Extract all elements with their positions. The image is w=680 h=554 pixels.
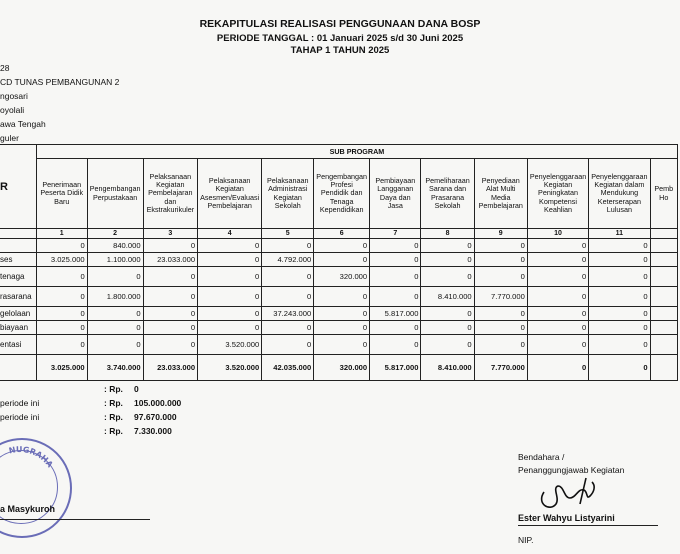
total-cell: 42.035.000 xyxy=(262,355,314,381)
left-signature-line xyxy=(0,519,150,520)
value-cell xyxy=(650,335,677,355)
signer-role-1: Bendahara / xyxy=(518,452,565,462)
column-header: Pengembangan Profesi Pendidik dan Tenaga Kependidikan xyxy=(314,159,370,229)
value-cell: 1.100.000 xyxy=(87,253,143,267)
table-row xyxy=(0,267,678,287)
summary-value: 0 xyxy=(134,384,139,394)
value-cell: 0 xyxy=(589,287,650,307)
total-cell: 5.817.000 xyxy=(370,355,421,381)
value-cell: 0 xyxy=(314,335,370,355)
value-cell: 0 xyxy=(421,335,474,355)
value-cell: 0 xyxy=(314,307,370,321)
value-cell xyxy=(650,267,677,287)
value-cell: 0 xyxy=(262,321,314,335)
value-cell: 0 xyxy=(262,267,314,287)
column-number: 4 xyxy=(198,229,262,239)
column-number: 6 xyxy=(314,229,370,239)
signer-name: Ester Wahyu Listyarini xyxy=(518,513,615,523)
column-number: 8 xyxy=(421,229,474,239)
total-cell xyxy=(650,355,677,381)
value-cell: 0 xyxy=(36,321,87,335)
column-header: Pengembangan Perpustakaan xyxy=(87,159,143,229)
value-cell: 0 xyxy=(198,287,262,307)
value-cell: 0 xyxy=(370,287,421,307)
row-label: biayaan xyxy=(0,321,36,335)
value-cell: 0 xyxy=(421,253,474,267)
value-cell xyxy=(650,287,677,307)
value-cell: 0 xyxy=(143,267,198,287)
table-row xyxy=(0,287,678,307)
value-cell: 3.025.000 xyxy=(36,253,87,267)
value-cell: 0 xyxy=(589,321,650,335)
value-cell: 0 xyxy=(527,307,588,321)
value-cell: 0 xyxy=(527,267,588,287)
value-cell: 320.000 xyxy=(314,267,370,287)
value-cell: 0 xyxy=(527,253,588,267)
value-cell: 1.800.000 xyxy=(87,287,143,307)
column-number: 9 xyxy=(474,229,527,239)
total-cell: 3.520.000 xyxy=(198,355,262,381)
table-row xyxy=(0,239,678,253)
row-label: tenaga xyxy=(0,267,36,287)
value-cell: 0 xyxy=(314,321,370,335)
table-row xyxy=(0,321,678,335)
value-cell: 0 xyxy=(474,267,527,287)
summary-label: periode ini xyxy=(0,398,40,408)
summary-value: 105.000.000 xyxy=(134,398,182,408)
summary-prefix: : Rp. xyxy=(104,384,123,394)
seal-text: NUGRAHA xyxy=(7,444,55,470)
value-cell: 0 xyxy=(370,321,421,335)
value-cell: 4.792.000 xyxy=(262,253,314,267)
column-number: 2 xyxy=(87,229,143,239)
value-cell: 0 xyxy=(198,253,262,267)
value-cell: 840.000 xyxy=(87,239,143,253)
value-cell: 0 xyxy=(474,321,527,335)
value-cell xyxy=(650,253,677,267)
value-cell: 0 xyxy=(198,239,262,253)
value-cell: 0 xyxy=(421,321,474,335)
column-header: Pemb Ho xyxy=(650,159,677,229)
column-number: 11 xyxy=(589,229,650,239)
summary-value: 97.670.000 xyxy=(134,412,177,422)
value-cell: 0 xyxy=(36,239,87,253)
table-row xyxy=(0,253,678,267)
summary-value: 7.330.000 xyxy=(134,426,172,436)
column-number: 7 xyxy=(370,229,421,239)
value-cell: 0 xyxy=(314,239,370,253)
row-label: rasarana xyxy=(0,287,36,307)
value-cell: 0 xyxy=(143,307,198,321)
value-cell: 5.817.000 xyxy=(370,307,421,321)
value-cell: 0 xyxy=(370,335,421,355)
column-number: 3 xyxy=(143,229,198,239)
value-cell: 0 xyxy=(527,335,588,355)
total-label xyxy=(0,355,36,381)
row-label xyxy=(0,239,36,253)
summary-label: periode ini xyxy=(0,412,40,422)
index-cell xyxy=(0,229,36,239)
value-cell: 0 xyxy=(36,335,87,355)
table-row xyxy=(0,335,678,355)
value-cell: 0 xyxy=(198,321,262,335)
info-line: CD TUNAS PEMBANGUNAN 2 xyxy=(0,77,120,87)
total-cell: 320.000 xyxy=(314,355,370,381)
column-header: Pelaksanaan Kegiatan Pembelajaran dan Ekstrakurikuler xyxy=(143,159,198,229)
left-signer-name: a Masykuroh xyxy=(0,504,56,514)
summary-prefix: : Rp. xyxy=(104,412,123,422)
column-number: 5 xyxy=(262,229,314,239)
value-cell: 0 xyxy=(474,307,527,321)
value-cell: 0 xyxy=(143,335,198,355)
signer-nip: NIP. xyxy=(518,535,534,545)
left-header: R xyxy=(0,145,36,229)
report-stage: TAHAP 1 TAHUN 2025 xyxy=(290,45,390,56)
info-line: awa Tengah xyxy=(0,119,46,129)
total-cell: 7.770.000 xyxy=(474,355,527,381)
report-period: PERIODE TANGGAL : 01 Januari 2025 s/d 30 Juni 2025 xyxy=(216,33,464,44)
value-cell: 8.410.000 xyxy=(421,287,474,307)
summary-prefix: : Rp. xyxy=(104,426,123,436)
value-cell: 0 xyxy=(474,239,527,253)
info-line: 28 xyxy=(0,63,10,73)
value-cell: 0 xyxy=(87,335,143,355)
column-number: 1 xyxy=(36,229,87,239)
value-cell: 0 xyxy=(527,287,588,307)
total-cell: 3.740.000 xyxy=(87,355,143,381)
value-cell: 7.770.000 xyxy=(474,287,527,307)
value-cell: 0 xyxy=(474,335,527,355)
value-cell: 0 xyxy=(370,267,421,287)
value-cell: 0 xyxy=(262,335,314,355)
value-cell: 0 xyxy=(143,239,198,253)
column-header: Penyelenggaraan Kegiatan dalam Mendukung Keterserapan Lulusan xyxy=(589,159,650,229)
summary-prefix: : Rp. xyxy=(104,398,123,408)
value-cell: 0 xyxy=(314,253,370,267)
realization-table xyxy=(0,144,678,381)
school-seal xyxy=(0,438,72,538)
column-header: Pembiayaan Langganan Daya dan Jasa xyxy=(370,159,421,229)
value-cell: 0 xyxy=(474,253,527,267)
value-cell: 0 xyxy=(198,307,262,321)
column-header: Pelaksanaan Kegiatan Asesmen/Evaluasi Pembelajaran xyxy=(198,159,262,229)
column-number xyxy=(650,229,677,239)
value-cell: 0 xyxy=(262,287,314,307)
value-cell: 0 xyxy=(527,321,588,335)
value-cell: 0 xyxy=(527,239,588,253)
value-cell: 37.243.000 xyxy=(262,307,314,321)
report-title: REKAPITULASI REALISASI PENGGUNAAN DANA BOSP xyxy=(199,18,481,30)
value-cell xyxy=(650,239,677,253)
value-cell: 0 xyxy=(87,267,143,287)
total-cell: 3.025.000 xyxy=(36,355,87,381)
value-cell: 0 xyxy=(143,287,198,307)
value-cell: 0 xyxy=(36,287,87,307)
row-label: ses xyxy=(0,253,36,267)
info-line: ngosari xyxy=(0,91,28,101)
sub-program-header: SUB PROGRAM xyxy=(36,145,677,159)
column-header: Penyelenggaraan Kegiatan Peningkatan Kompetensi Keahlian xyxy=(527,159,588,229)
total-cell: 23.033.000 xyxy=(143,355,198,381)
value-cell: 0 xyxy=(370,239,421,253)
value-cell: 0 xyxy=(421,239,474,253)
value-cell: 0 xyxy=(198,267,262,287)
value-cell: 0 xyxy=(143,321,198,335)
value-cell: 3.520.000 xyxy=(198,335,262,355)
column-header: Pemeliharaan Sarana dan Prasarana Sekolah xyxy=(421,159,474,229)
column-number: 10 xyxy=(527,229,588,239)
value-cell: 0 xyxy=(370,253,421,267)
value-cell: 0 xyxy=(421,307,474,321)
svg-text:NUGRAHA xyxy=(8,445,55,470)
value-cell: 0 xyxy=(589,253,650,267)
value-cell: 0 xyxy=(589,239,650,253)
value-cell: 0 xyxy=(87,321,143,335)
value-cell: 0 xyxy=(589,267,650,287)
value-cell xyxy=(650,321,677,335)
total-cell: 0 xyxy=(527,355,588,381)
total-cell: 8.410.000 xyxy=(421,355,474,381)
column-header: Penerimaan Peserta Didik Baru xyxy=(36,159,87,229)
value-cell: 0 xyxy=(589,307,650,321)
info-line: guler xyxy=(0,133,19,143)
value-cell: 0 xyxy=(421,267,474,287)
value-cell: 0 xyxy=(314,287,370,307)
value-cell: 0 xyxy=(87,307,143,321)
value-cell xyxy=(650,307,677,321)
value-cell: 0 xyxy=(262,239,314,253)
row-label: gelolaan xyxy=(0,307,36,321)
value-cell: 0 xyxy=(589,335,650,355)
value-cell: 0 xyxy=(36,267,87,287)
table-row xyxy=(0,307,678,321)
total-cell: 0 xyxy=(589,355,650,381)
column-header: Pelaksanaan Administrasi Kegiatan Sekolah xyxy=(262,159,314,229)
info-line: oyolali xyxy=(0,105,25,115)
signer-name-underline xyxy=(518,525,658,526)
signer-role-2: Penanggungjawab Kegiatan xyxy=(518,465,625,475)
row-label: entasi xyxy=(0,335,36,355)
column-header: Penyediaan Alat Multi Media Pembelajaran xyxy=(474,159,527,229)
value-cell: 0 xyxy=(36,307,87,321)
value-cell: 23.033.000 xyxy=(143,253,198,267)
signature-icon xyxy=(530,474,610,516)
